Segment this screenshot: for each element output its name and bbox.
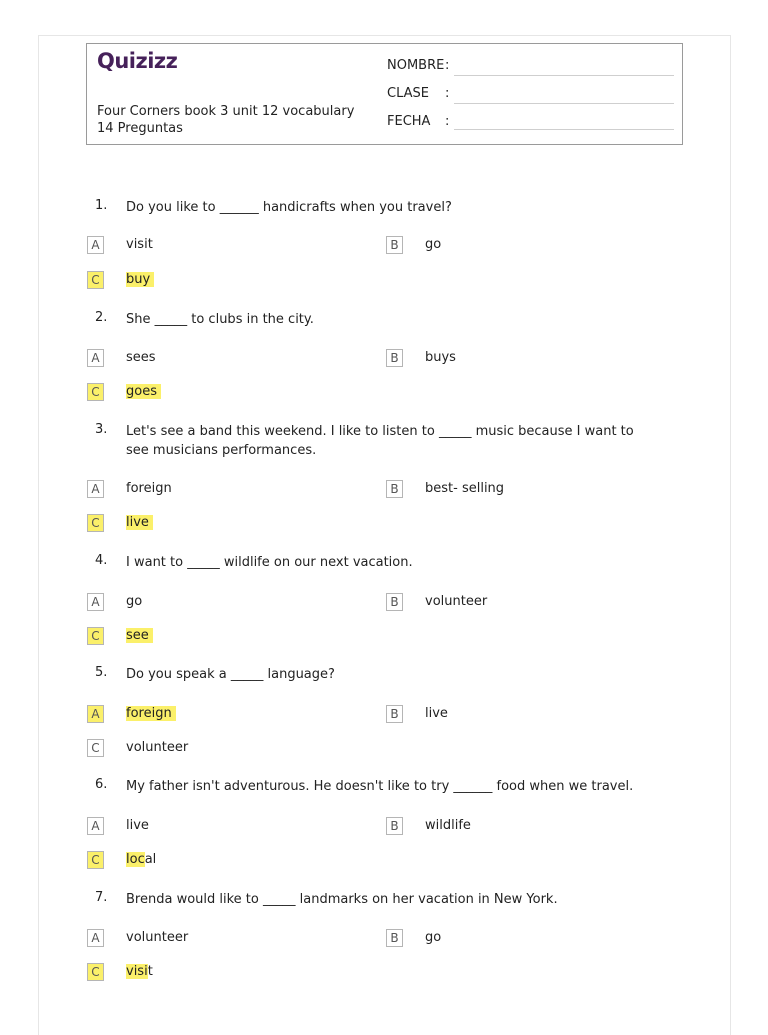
date-field-line[interactable] (454, 129, 674, 130)
option-text[interactable]: volunteer (425, 594, 488, 609)
option-letter-box[interactable]: A (87, 705, 104, 723)
quizizz-logo: Quizizz (97, 49, 178, 73)
question-number: 4. (95, 553, 108, 568)
option-text[interactable] (126, 964, 153, 979)
quiz-title: Four Corners book 3 unit 12 vocabulary (97, 104, 355, 119)
question-count: 14 Preguntas (97, 121, 183, 136)
name-field: NOMBRE: (387, 58, 450, 73)
name-field-line[interactable] (454, 75, 674, 76)
option-text[interactable]: live (126, 818, 149, 833)
option-letter-box[interactable]: A (87, 593, 104, 611)
option-letter-box[interactable]: A (87, 236, 104, 254)
option-letter-box[interactable]: C (87, 514, 104, 532)
option-text[interactable]: foreign (126, 481, 172, 496)
option-letter-box[interactable]: B (386, 705, 403, 723)
option-text[interactable]: go (425, 237, 442, 252)
option-letter-box[interactable]: C (87, 739, 104, 757)
option-letter-box[interactable]: C (87, 627, 104, 645)
answer-highlight: loc (126, 852, 145, 867)
option-text[interactable]: buys (425, 350, 456, 365)
option-letter-box[interactable]: B (386, 817, 403, 835)
option-text[interactable]: go (126, 594, 143, 609)
correct-option-text[interactable]: goes (126, 384, 161, 399)
option-letter-box[interactable]: C (87, 383, 104, 401)
question-text: Let's see a band this weekend. I like to listen to _____ music because I want to see musicians performances. (126, 424, 634, 458)
option-letter-box[interactable]: A (87, 817, 104, 835)
question-number: 2. (95, 310, 108, 325)
option-letter-box[interactable]: C (87, 851, 104, 869)
question-text: My father isn't adventurous. He doesn't like to try ______ food when we travel. (126, 779, 634, 794)
option-text[interactable]: best- selling (425, 481, 505, 496)
option-letter-box[interactable]: C (87, 963, 104, 981)
class-field-label: CLASE (387, 86, 429, 101)
answer-text-rest: t (147, 964, 153, 979)
question-text: Do you speak a _____ language? (126, 667, 335, 682)
class-field: CLASE : (387, 86, 450, 101)
question-text: Do you like to ______ handicrafts when you travel? (126, 200, 452, 215)
date-field-label: FECHA (387, 114, 431, 129)
worksheet-header (86, 43, 683, 145)
option-letter-box[interactable]: A (87, 349, 104, 367)
option-letter-box[interactable]: B (386, 929, 403, 947)
correct-option-text[interactable]: buy (126, 272, 154, 287)
correct-option-text[interactable]: see (126, 628, 153, 643)
option-letter-box[interactable]: C (87, 271, 104, 289)
option-text[interactable]: wildlife (425, 818, 471, 833)
class-field-line[interactable] (454, 103, 674, 104)
correct-option-text[interactable]: foreign (126, 706, 176, 721)
question-number: 3. (95, 422, 108, 437)
answer-text-rest: al (144, 852, 157, 867)
correct-option-text[interactable]: live (126, 515, 153, 530)
question-number: 5. (95, 665, 108, 680)
name-field-label: NOMBRE (387, 58, 445, 73)
question-text: I want to _____ wildlife on our next vacation. (126, 555, 413, 570)
option-letter-box[interactable]: A (87, 480, 104, 498)
option-text[interactable]: volunteer (126, 740, 189, 755)
option-text[interactable] (126, 852, 156, 867)
question-number: 1. (95, 198, 108, 213)
question-text: She _____ to clubs in the city. (126, 312, 314, 327)
option-text[interactable]: go (425, 930, 442, 945)
question-text: Brenda would like to _____ landmarks on her vacation in New York. (126, 892, 558, 907)
option-letter-box[interactable]: A (87, 929, 104, 947)
option-text[interactable]: volunteer (126, 930, 189, 945)
option-text[interactable]: sees (126, 350, 156, 365)
option-letter-box[interactable]: B (386, 593, 403, 611)
question-number: 6. (95, 777, 108, 792)
option-text[interactable]: visit (126, 237, 153, 252)
date-field: FECHA : (387, 114, 450, 129)
question-number: 7. (95, 890, 108, 905)
answer-highlight: visi (126, 964, 148, 979)
option-letter-box[interactable]: B (386, 236, 403, 254)
worksheet-page (38, 35, 731, 1035)
option-letter-box[interactable]: B (386, 349, 403, 367)
option-letter-box[interactable]: B (386, 480, 403, 498)
option-text[interactable]: live (425, 706, 448, 721)
